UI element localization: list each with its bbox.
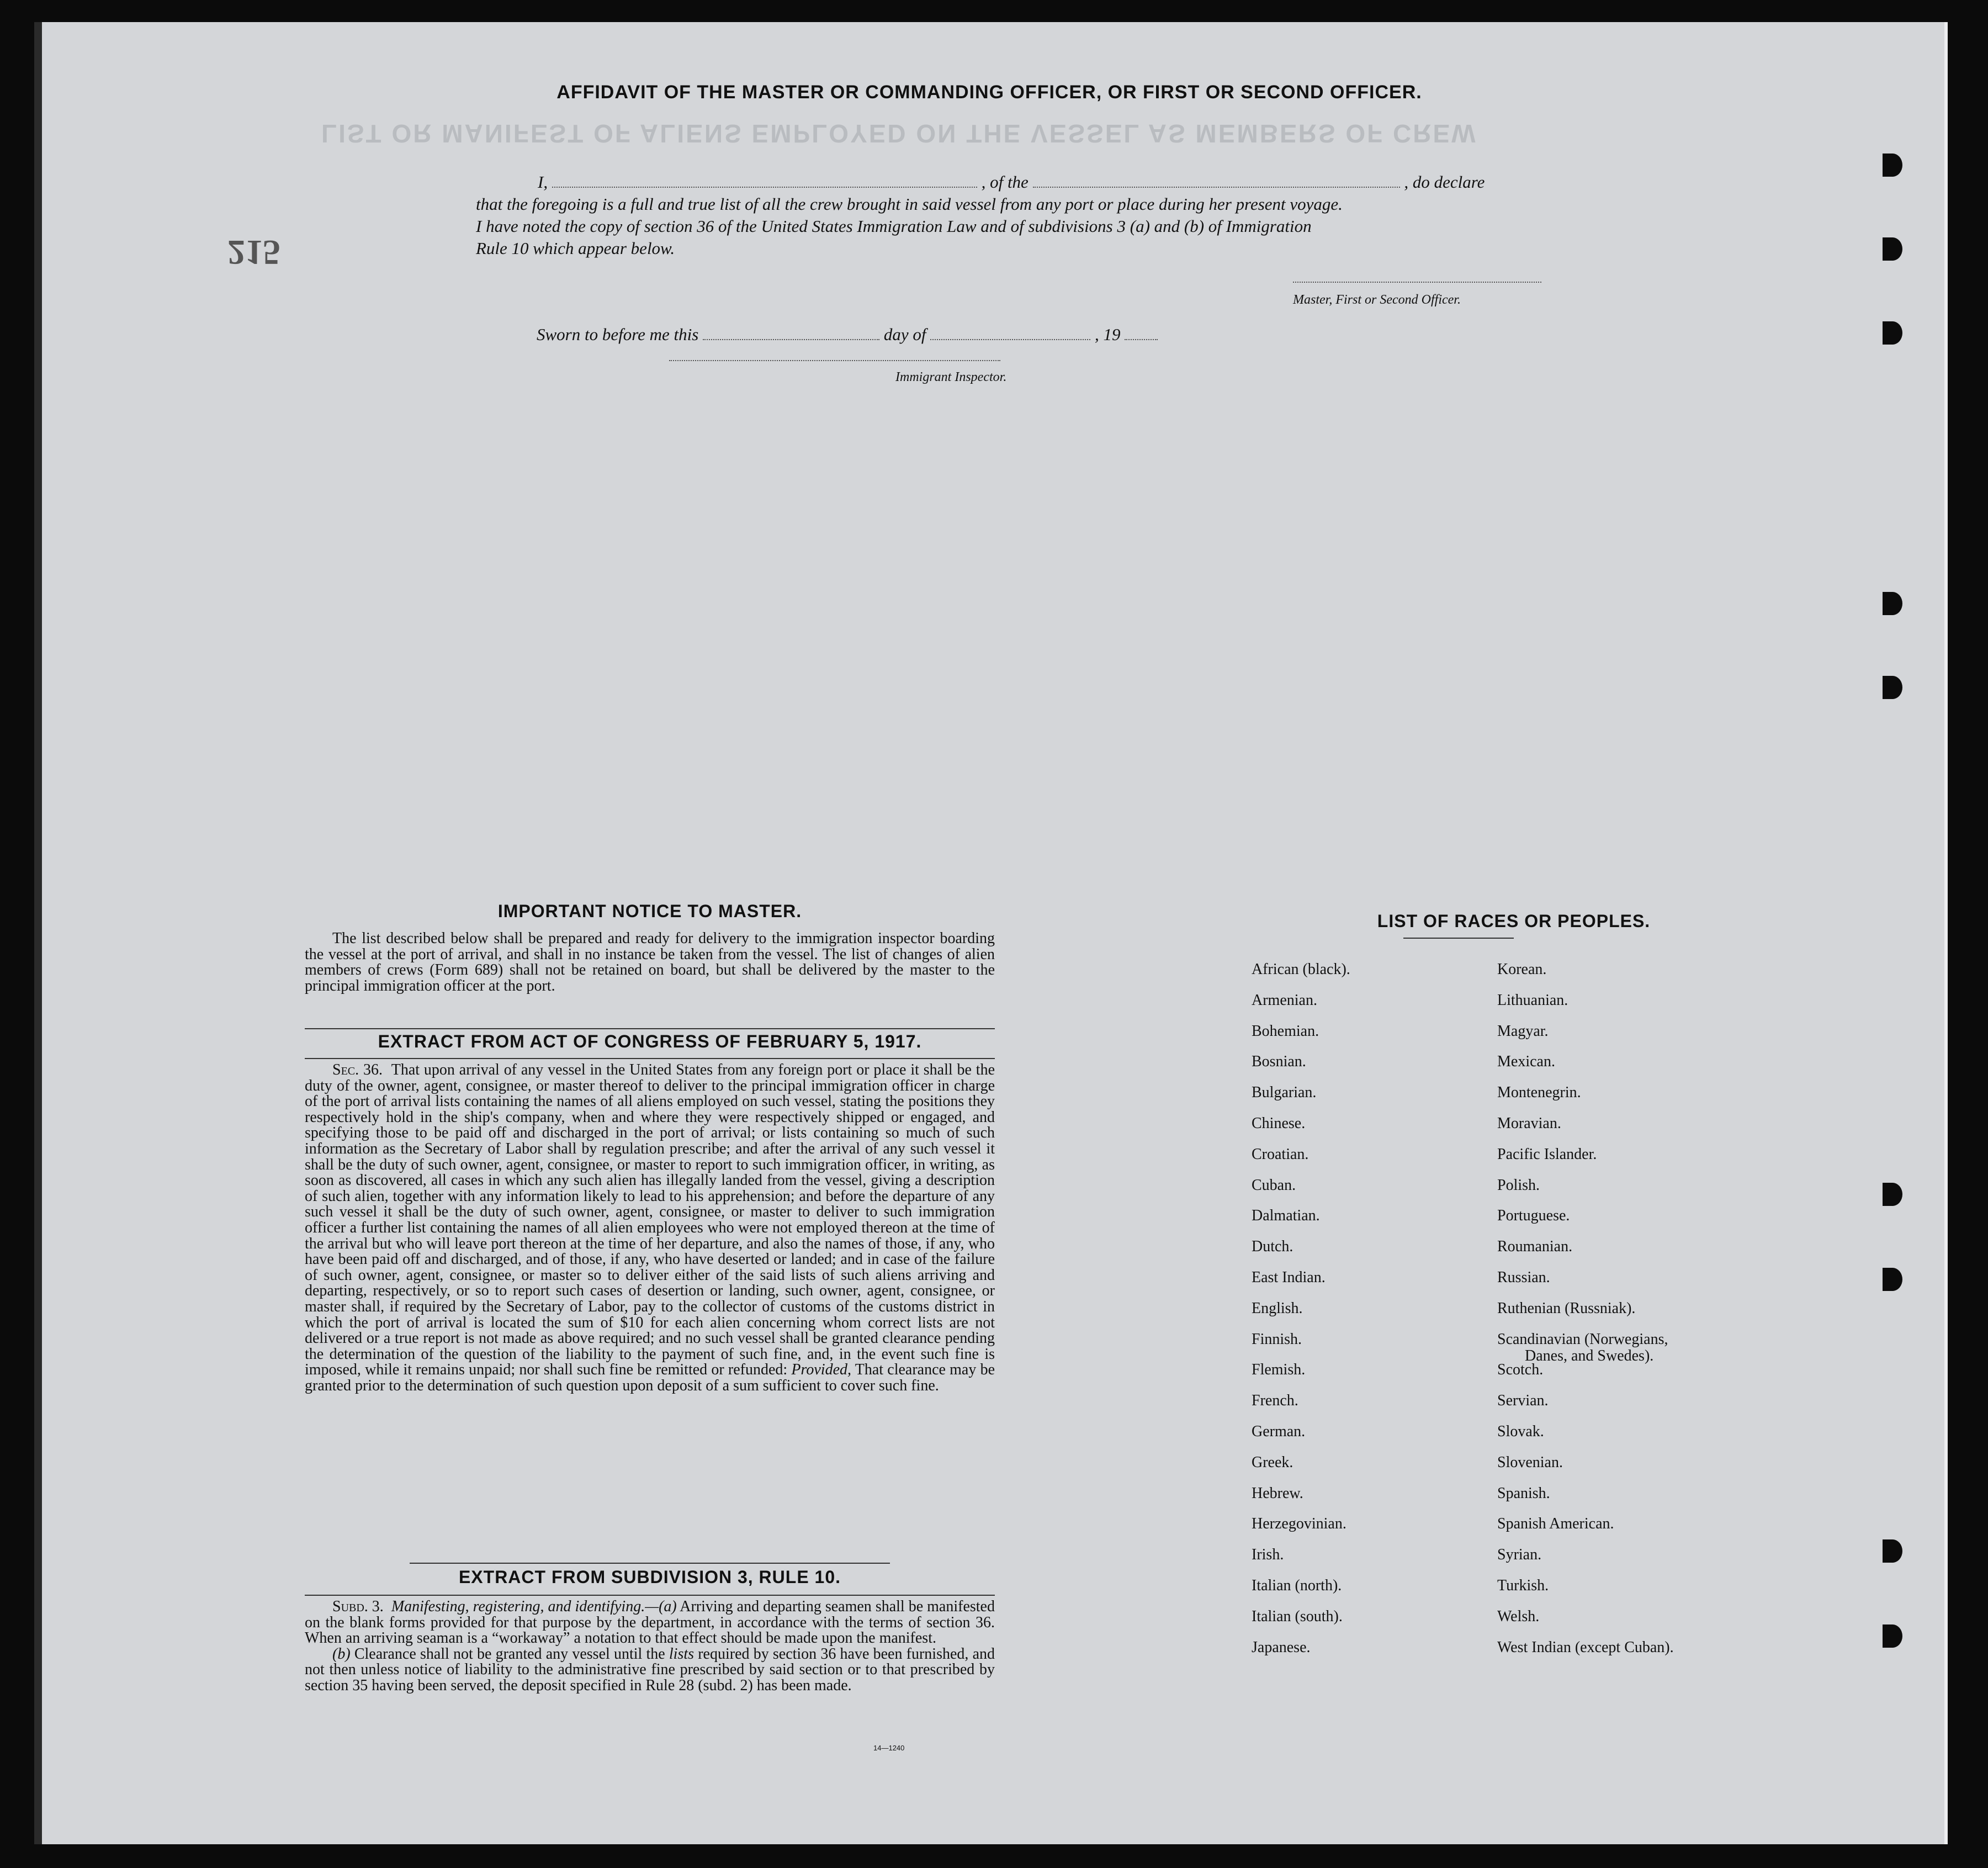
extract-act-title: EXTRACT FROM ACT OF CONGRESS OF FEBRUARY 5, 1917. — [378, 1031, 922, 1051]
punch-hole — [1883, 1183, 1902, 1206]
section-36-paragraph — [305, 1062, 995, 1394]
subd-b-label: (b) — [332, 1645, 351, 1663]
subdivision-b — [305, 1647, 995, 1694]
race-item: Korean. — [1497, 961, 1547, 978]
race-item: Flemish. — [1252, 1361, 1306, 1379]
bleed-through-header: LIST OR MANIFEST OF ALIENS EMPLOYED ON THE VESSEL AS MEMBERS OF CREW — [321, 119, 1477, 148]
notice-divider — [305, 1028, 995, 1029]
master-signature-line[interactable] — [1293, 282, 1541, 283]
affidavit-do-declare: , do declare — [1404, 172, 1485, 192]
race-item: Scotch. — [1497, 1361, 1544, 1379]
subd-b-text-1: Clearance shall not be granted any vessel until the — [354, 1645, 665, 1663]
punch-hole — [1883, 237, 1902, 261]
race-item: Mexican. — [1497, 1053, 1555, 1071]
race-item: Scandinavian (Norwegians, — [1497, 1330, 1668, 1348]
master-name-field[interactable] — [552, 187, 977, 188]
proviso-text: That clearance may be granted prior to the determination of such question upon deposit of a sum sufficient to cover such fine. — [305, 1361, 995, 1394]
affidavit-of-the: , of the — [981, 172, 1029, 192]
race-item: West Indian (except Cuban). — [1497, 1638, 1674, 1656]
race-item: Russian. — [1497, 1269, 1550, 1286]
race-item: Dutch. — [1252, 1238, 1293, 1256]
race-item: East Indian. — [1252, 1269, 1326, 1286]
race-item: French. — [1252, 1392, 1298, 1410]
vessel-name-field[interactable] — [1033, 187, 1400, 188]
section-36-text — [305, 1062, 995, 1394]
subd-a-text: Arriving and departing seamen shall be manifested on the blank forms provided for that purpose by the department, in accordance with the terms of section 36. When an arriving seaman is a “workaway” a notation to that effect should be made upon the manifest. — [305, 1598, 995, 1647]
subdivision-a — [305, 1599, 995, 1647]
race-item: Montenegrin. — [1497, 1084, 1581, 1102]
race-item: Irish. — [1252, 1546, 1284, 1564]
race-item: German. — [1252, 1423, 1306, 1440]
race-item: Finnish. — [1252, 1330, 1302, 1348]
race-item: Roumanian. — [1497, 1238, 1573, 1256]
race-item: Polish. — [1497, 1176, 1540, 1194]
race-item: Herzegovinian. — [1252, 1515, 1346, 1533]
subd-heading: Manifesting, registering, and identifying.—(a) — [391, 1598, 677, 1615]
page-edge-shadow — [34, 22, 42, 1844]
race-item: Chinese. — [1252, 1115, 1306, 1132]
race-item: English. — [1252, 1299, 1303, 1317]
affidavit-line-3: I have noted the copy of section 36 of the United States Immigration Law and of subdivisions 3 (a) and (b) of Immigration — [476, 216, 1312, 236]
affidavit-title: AFFIDAVIT OF THE MASTER OR COMMANDING OFFICER, OR FIRST OR SECOND OFFICER. — [556, 82, 1422, 103]
race-item: Slovenian. — [1497, 1453, 1563, 1471]
race-item: Magyar. — [1497, 1022, 1549, 1040]
sworn-line — [537, 325, 1158, 345]
race-item: Armenian. — [1252, 991, 1317, 1009]
race-item: Bohemian. — [1252, 1022, 1319, 1040]
page-number-stamp: 215 — [227, 233, 280, 272]
race-item: Cuban. — [1252, 1176, 1296, 1194]
race-item: Croatian. — [1252, 1145, 1309, 1163]
punch-hole — [1883, 676, 1902, 699]
race-item: Pacific Islander. — [1497, 1145, 1597, 1163]
section-36-label: Sec. 36. — [332, 1061, 383, 1078]
punch-hole — [1883, 1624, 1902, 1648]
race-item: Slovak. — [1497, 1423, 1544, 1440]
form-number: 14—1240 — [873, 1744, 905, 1752]
extract-act-divider — [305, 1058, 995, 1059]
race-item: Bulgarian. — [1252, 1084, 1317, 1102]
notice-text — [305, 931, 995, 994]
punch-hole — [1883, 592, 1902, 615]
race-item: Japanese. — [1252, 1638, 1311, 1656]
sworn-day-of: day of — [883, 325, 926, 344]
race-item: Spanish. — [1497, 1484, 1550, 1502]
rule-10-text — [305, 1599, 995, 1694]
race-item: Syrian. — [1497, 1546, 1542, 1564]
sworn-date-field[interactable] — [703, 339, 879, 340]
race-item: Italian (north). — [1252, 1577, 1342, 1594]
sworn-year: , 19 — [1094, 325, 1121, 344]
race-item: Hebrew. — [1252, 1484, 1303, 1502]
extract-rule-divider-top — [410, 1563, 890, 1564]
section-36-body: That upon arrival of any vessel in the United States from any foreign port or place it shall be the duty of the owner, agent, consignee, or master thereof to deliver to the principal immigration officer in charge of the port of arrival lists containing the names of all aliens employed on such vessel, stating the positions they respectively hold in the ship's company, when and where they were respectively shipped or engaged, and specifying those to be paid off and discharged in the port of arrival; or lists containing so much of such information as the Secretary of Labor shall by regulation prescribe; and after the arrival of any such vessel it shall be the duty of such owner, agent, consignee, or master to report to such immigration officer, in writing, as soon as discovered, all cases in which any such alien has illegally landed from the vessel, giving a description of such alien, together with any information likely to lead to his apprehension; and before the departure of any such vessel it shall be the duty of such owner, agent, consignee, or master to deliver to such immigration officer a further list containing the names of all alien employees who were not employed thereon at the time of the arrival but who will leave port thereon at the time of her departure, and also the names of those, if any, who have been paid off and discharged, and of those, if any, who have deserted or landed; and in case of the failure of such owner, agent, consignee, or master so to deliver either of the said lists of such aliens arriving and departing, respectively, or so to report such cases of desertion or landing, such owner, agent, consignee, or master shall, if required by the Secretary of Labor, pay to the collector of customs of the customs district in which the port of arrival is located the sum of $10 for each alien concerning whom correct lists are not delivered or a true report is not made as above required; and no such vessel shall be granted clearance pending the determination of the question of the liability to the payment of such fine, and, in the event such fine is imposed, while it remains unpaid; nor shall such fine be remitted or refunded: — [305, 1061, 995, 1379]
race-item: Italian (south). — [1252, 1607, 1343, 1625]
punch-hole — [1883, 1268, 1902, 1291]
race-item: Dalmatian. — [1252, 1207, 1320, 1225]
notice-title: IMPORTANT NOTICE TO MASTER. — [497, 901, 802, 921]
race-item-continuation: Danes, and Swedes). — [1525, 1347, 1654, 1364]
affidavit-line-2: that the foregoing is a full and true list of all the crew brought in said vessel from any port or place during her present voyage. — [476, 194, 1343, 214]
proviso-word: Provided, — [791, 1361, 852, 1379]
race-item: Spanish American. — [1497, 1515, 1614, 1533]
race-item: Portuguese. — [1497, 1207, 1570, 1225]
subd-b-text-2: required by section 36 have been furnished, and not then unless notice of liability to the administrative fine prescribed by said section or to that prescribed by section 35 having been served, the deposit specified in Rule 28 (subd. 2) has been made. — [305, 1645, 995, 1694]
race-item: Moravian. — [1497, 1115, 1561, 1132]
affidavit-line-4: Rule 10 which appear below. — [476, 239, 675, 258]
race-item: Welsh. — [1497, 1607, 1540, 1625]
race-item: Servian. — [1497, 1392, 1549, 1410]
race-item: Greek. — [1252, 1453, 1293, 1471]
race-item: Turkish. — [1497, 1577, 1549, 1594]
race-item: Ruthenian (Russniak). — [1497, 1299, 1636, 1317]
race-item: African (black). — [1252, 961, 1350, 978]
subd-b-lists: lists — [669, 1645, 695, 1663]
affidavit-i: I, — [538, 172, 548, 192]
punch-hole — [1883, 1539, 1902, 1563]
punch-hole — [1883, 321, 1902, 345]
races-title: LIST OF RACES OR PEOPLES. — [1377, 911, 1651, 931]
extract-rule-divider — [305, 1595, 995, 1596]
master-signature-label: Master, First or Second Officer. — [1293, 293, 1461, 307]
notice-paragraph: The list described below shall be prepared and ready for delivery to the immigration inspector boarding the vessel at the port of arrival, and shall in no instance be taken from the vessel. The list of changes of alien members of crews (Form 689) shall not be retained on board, but shall be delivered by the master to the principal immigration officer at the port. — [305, 930, 995, 994]
document-page — [34, 22, 1948, 1844]
punch-hole — [1883, 154, 1902, 177]
sworn-year-field[interactable] — [1125, 339, 1158, 340]
extract-rule-title: EXTRACT FROM SUBDIVISION 3, RULE 10. — [458, 1567, 841, 1587]
race-item: Lithuanian. — [1497, 991, 1568, 1009]
subd-label: Subd. 3. — [332, 1598, 384, 1615]
inspector-signature-line[interactable] — [669, 360, 1000, 361]
affidavit-declaration-line — [538, 172, 1485, 192]
sworn-month-field[interactable] — [930, 339, 1090, 340]
inspector-label: Immigrant Inspector. — [895, 370, 1007, 384]
sworn-prefix: Sworn to before me this — [537, 325, 699, 344]
race-item: Bosnian. — [1252, 1053, 1306, 1071]
races-title-underline — [1403, 938, 1514, 939]
